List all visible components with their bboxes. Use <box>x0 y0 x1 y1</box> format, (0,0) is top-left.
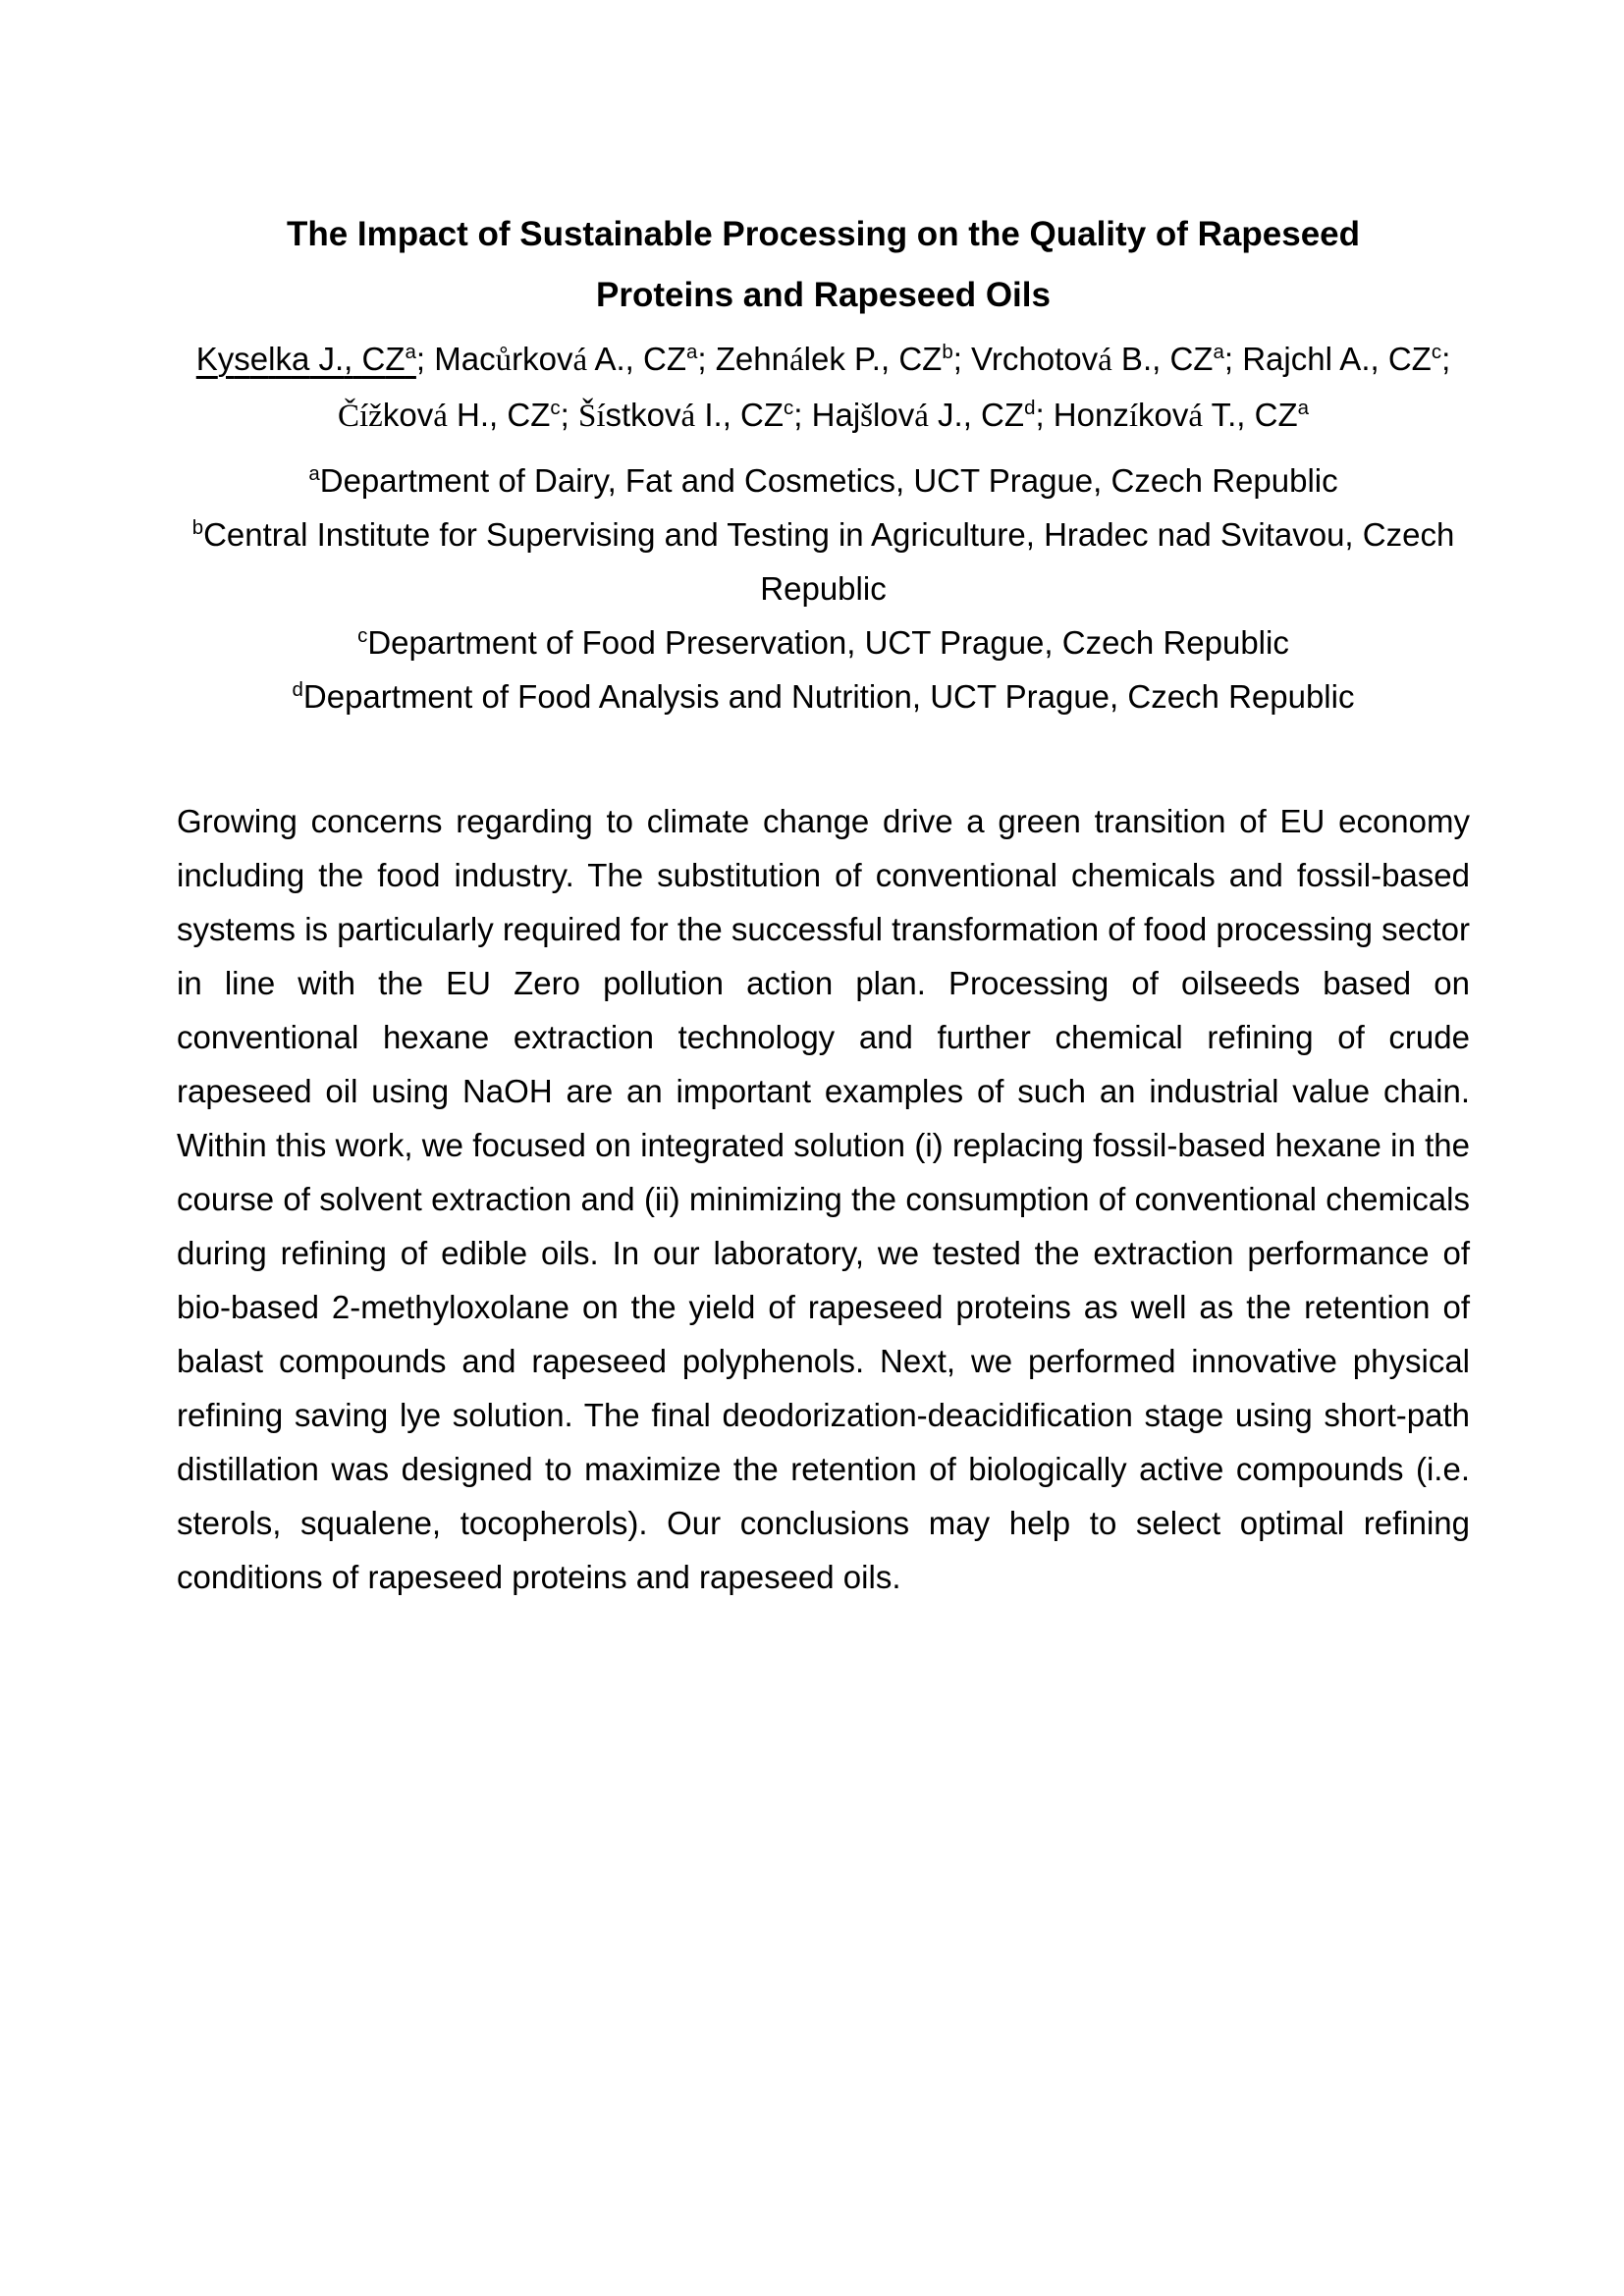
accented-letter: í <box>1128 399 1139 434</box>
author-name: Zehnálek P., CZ <box>715 341 943 378</box>
author-name: Hajšlová J., CZ <box>811 397 1025 434</box>
accented-letter: á <box>433 399 448 434</box>
affiliation-marker: c <box>357 624 368 647</box>
author <box>1242 341 1441 377</box>
affiliation-marker: a <box>686 341 698 363</box>
author-line: Čížková H., $CZ^c$; Šístková I., $CZ^c$; Hajšlová J., $CZ^d$; Honzíková T., $CZ^a$ <box>337 397 1310 434</box>
author <box>578 397 793 433</box>
author-name: Vrchotová B., CZ <box>971 341 1214 378</box>
author <box>434 341 697 377</box>
paper-title-line-1: The Impact of Sustainable Processing on the Quality of Rapeseed <box>286 215 1360 253</box>
accented-letter: á <box>789 343 804 378</box>
author-name: Kyselka J., CZ <box>195 341 406 377</box>
author <box>812 397 1036 433</box>
accented-letter: á <box>680 399 696 434</box>
paper-title-line-2: Proteins and Rapeseed Oils <box>596 276 1051 314</box>
accented-letter: ů <box>495 343 513 378</box>
affiliation: $^d$Department of Food Analysis and Nutrition, UCT Prague, Czech Republic <box>292 678 1355 715</box>
accented-letter: á <box>1098 343 1112 378</box>
accented-letter: í <box>596 399 606 434</box>
affiliation-marker: a <box>405 341 416 363</box>
author-list <box>177 332 1470 444</box>
accented-letter: Č <box>337 399 359 434</box>
author-name: Rajchl A., CZ <box>1242 341 1432 377</box>
accented-letter: í <box>359 399 369 434</box>
affiliation: $^c$Department of Food Preservation, UCT Prague, Czech Republic <box>357 624 1289 661</box>
affiliation-marker: c <box>784 397 794 419</box>
accented-letter: ž <box>368 399 383 434</box>
author-name: Šístková I., CZ <box>577 397 785 434</box>
author <box>1054 397 1309 433</box>
affiliation-marker: a <box>308 462 320 485</box>
affiliation-marker: a <box>1213 341 1224 363</box>
affiliation: $^a$Department of Dairy, Fat and Cosmetics, UCT Prague, Czech Republic <box>308 462 1338 499</box>
author-name: Čížková H., CZ <box>337 397 551 434</box>
author-name: Macůrková A., CZ <box>434 341 687 378</box>
affiliation-marker: b <box>191 516 204 539</box>
author <box>971 341 1224 377</box>
paper-title <box>177 204 1470 326</box>
accented-letter: á <box>572 343 588 378</box>
author <box>716 341 953 377</box>
affiliation-marker: c <box>1431 341 1442 363</box>
affiliation-marker: b <box>942 341 953 363</box>
accented-letter: á <box>914 399 929 434</box>
accented-letter: Š <box>577 399 597 434</box>
affiliation-list <box>177 454 1470 723</box>
affiliation: $^b$Central Institute for Supervising and Testing in Agriculture, Hradec nad Svitavou, Czech Republic <box>191 516 1455 607</box>
affiliation-marker: c <box>550 397 561 419</box>
author <box>338 397 561 433</box>
affiliation-marker: a <box>1297 397 1310 419</box>
accented-letter: š <box>860 399 873 434</box>
abstract-text: Growing concerns regarding to climate change drive a green transition of EU economy including the food industry. The substitution of conventional chemicals and fossil-based systems is particularly required for the successful transformation of food processing sector in line with the EU Zero pollution action plan. Processing of oilseeds based on conventional hexane extraction technology and further chemical refining of crude rapeseed oil using NaOH are an important examples of such an industrial value chain. Within this work, we focused on integrated solution (i) replacing fossil-based hexane in the course of solvent extraction and (ii) minimizing the consumption of conventional chemicals during refining of edible oils. In our laboratory, we tested the extraction performance of bio-based 2-methyloxolane on the yield of rapeseed proteins as well as the retention of balast compounds and rapeseed polyphenols. Next, we performed innovative physical refining saving lye solution. The final deodorization-deacidification stage using short-path distillation was designed to maximize the retention of biologically active compounds (i.e. sterols, squalene, tocopherols). Our conclusions may help to select optimal refining conditions of rapeseed proteins and rapeseed oils. <box>177 803 1470 1595</box>
author-name: Honzíková T., CZ <box>1053 397 1298 434</box>
affiliation-marker: d <box>292 678 303 701</box>
accented-letter: á <box>1188 399 1204 434</box>
author <box>196 341 416 377</box>
author-line: Kyselka J., $CZ^a$; Macůrková A., $CZ^a$; Zehnálek P., $CZ^b$; Vrchotová B., $CZ^a$; Rajchl A., $CZ^c$; <box>195 341 1451 378</box>
affiliation-marker: d <box>1024 397 1036 419</box>
